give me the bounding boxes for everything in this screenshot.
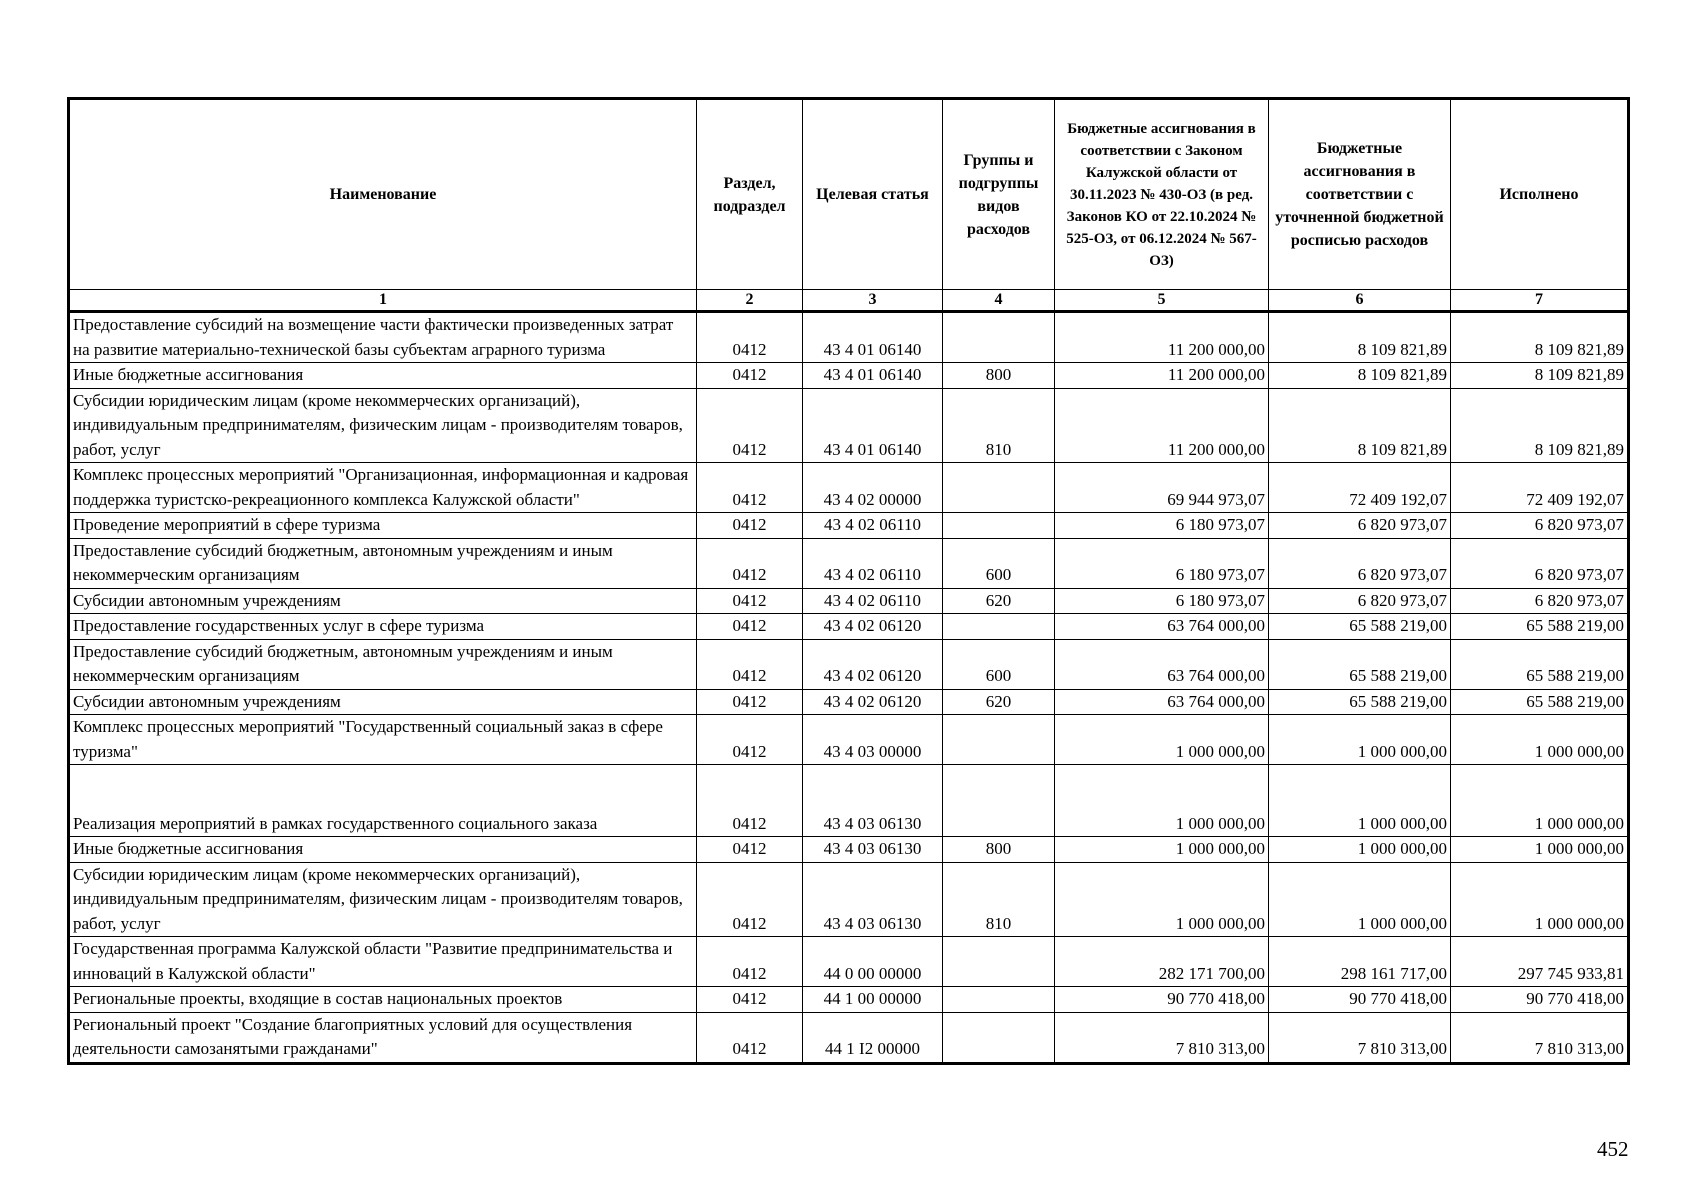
- row-refined-cell: 8 109 821,89: [1269, 312, 1451, 363]
- table-header: [69, 99, 1629, 312]
- column-number: 7: [1451, 290, 1629, 312]
- row-executed-cell: 297 745 933,81: [1451, 937, 1629, 987]
- row-name-cell: Субсидии автономным учреждениям: [69, 588, 697, 614]
- header-target-article: Целевая статья: [803, 99, 943, 290]
- header-section: Раздел, подраздел: [697, 99, 803, 290]
- row-target-cell: 43 4 02 06110: [803, 588, 943, 614]
- row-name-cell: Предоставление субсидий бюджетным, автономным учреждениям и иным некоммерческим организациям: [69, 639, 697, 689]
- row-section-cell: 0412: [697, 388, 803, 463]
- row-target-cell: 43 4 02 06120: [803, 639, 943, 689]
- row-target-cell: 43 4 01 06140: [803, 388, 943, 463]
- row-planned-cell: 1 000 000,00: [1055, 715, 1269, 765]
- row-section-cell: 0412: [697, 837, 803, 863]
- row-group-cell: [943, 463, 1055, 513]
- row-name-cell: Иные бюджетные ассигнования: [69, 363, 697, 389]
- table-row: [69, 363, 1629, 389]
- row-refined-cell: 1 000 000,00: [1269, 837, 1451, 863]
- row-name-cell: Субсидии автономным учреждениям: [69, 689, 697, 715]
- row-target-cell: 43 4 01 06140: [803, 363, 943, 389]
- row-executed-cell: 8 109 821,89: [1451, 388, 1629, 463]
- table-row: [69, 639, 1629, 689]
- budget-table: [67, 97, 1630, 1065]
- table-row: [69, 588, 1629, 614]
- row-executed-cell: 8 109 821,89: [1451, 312, 1629, 363]
- row-name-cell: Государственная программа Калужской области "Развитие предпринимательства и инноваций в Калужской области": [69, 937, 697, 987]
- row-executed-cell: 6 820 973,07: [1451, 513, 1629, 539]
- row-target-cell: 43 4 03 00000: [803, 715, 943, 765]
- row-section-cell: 0412: [697, 1012, 803, 1063]
- row-planned-cell: 63 764 000,00: [1055, 639, 1269, 689]
- row-refined-cell: 65 588 219,00: [1269, 639, 1451, 689]
- table-row: [69, 614, 1629, 640]
- row-target-cell: 43 4 03 06130: [803, 862, 943, 937]
- row-executed-cell: 65 588 219,00: [1451, 689, 1629, 715]
- row-target-cell: 43 4 02 06110: [803, 538, 943, 588]
- row-section-cell: 0412: [697, 715, 803, 765]
- row-planned-cell: 11 200 000,00: [1055, 312, 1269, 363]
- row-group-cell: 810: [943, 388, 1055, 463]
- table-row: [69, 862, 1629, 937]
- header-expense-groups: Группы и подгруппы видов расходов: [943, 99, 1055, 290]
- row-name-cell: Предоставление субсидий на возмещение части фактически произведенных затрат на развитие материально-технической базы субъектам аграрного туризма: [69, 312, 697, 363]
- row-target-cell: 43 4 02 06110: [803, 513, 943, 539]
- column-number: 3: [803, 290, 943, 312]
- row-group-cell: [943, 513, 1055, 539]
- table-row: [69, 513, 1629, 539]
- row-name-cell: Региональный проект "Создание благоприятных условий для осуществления деятельности самозанятыми гражданами": [69, 1012, 697, 1063]
- row-planned-cell: 282 171 700,00: [1055, 937, 1269, 987]
- table-row: [69, 312, 1629, 363]
- row-executed-cell: 1 000 000,00: [1451, 765, 1629, 837]
- row-executed-cell: 65 588 219,00: [1451, 614, 1629, 640]
- row-planned-cell: 63 764 000,00: [1055, 614, 1269, 640]
- row-group-cell: 620: [943, 689, 1055, 715]
- table-row: [69, 765, 1629, 837]
- row-planned-cell: 69 944 973,07: [1055, 463, 1269, 513]
- row-planned-cell: 11 200 000,00: [1055, 363, 1269, 389]
- row-refined-cell: 65 588 219,00: [1269, 689, 1451, 715]
- row-planned-cell: 63 764 000,00: [1055, 689, 1269, 715]
- row-refined-cell: 7 810 313,00: [1269, 1012, 1451, 1063]
- table-row: [69, 715, 1629, 765]
- row-executed-cell: 72 409 192,07: [1451, 463, 1629, 513]
- row-section-cell: 0412: [697, 639, 803, 689]
- row-refined-cell: 65 588 219,00: [1269, 614, 1451, 640]
- column-number: 2: [697, 290, 803, 312]
- row-group-cell: [943, 937, 1055, 987]
- row-group-cell: [943, 765, 1055, 837]
- row-section-cell: 0412: [697, 765, 803, 837]
- row-target-cell: 44 1 I2 00000: [803, 1012, 943, 1063]
- table-row: [69, 463, 1629, 513]
- row-executed-cell: 65 588 219,00: [1451, 639, 1629, 689]
- row-target-cell: 43 4 02 06120: [803, 614, 943, 640]
- row-group-cell: [943, 987, 1055, 1013]
- row-target-cell: 43 4 02 00000: [803, 463, 943, 513]
- row-section-cell: 0412: [697, 987, 803, 1013]
- row-name-cell: Иные бюджетные ассигнования: [69, 837, 697, 863]
- row-target-cell: 44 1 00 00000: [803, 987, 943, 1013]
- row-executed-cell: 90 770 418,00: [1451, 987, 1629, 1013]
- row-section-cell: 0412: [697, 513, 803, 539]
- header-executed: Исполнено: [1451, 99, 1629, 290]
- row-group-cell: 600: [943, 639, 1055, 689]
- row-name-cell: Комплекс процессных мероприятий "Организационная, информационная и кадровая поддержка туристско-рекреационного комплекса Калужской области": [69, 463, 697, 513]
- row-refined-cell: 72 409 192,07: [1269, 463, 1451, 513]
- row-executed-cell: 7 810 313,00: [1451, 1012, 1629, 1063]
- row-target-cell: 43 4 03 06130: [803, 765, 943, 837]
- table-row: [69, 1012, 1629, 1063]
- table-row: [69, 388, 1629, 463]
- row-planned-cell: 11 200 000,00: [1055, 388, 1269, 463]
- row-target-cell: 43 4 01 06140: [803, 312, 943, 363]
- column-number: 1: [69, 290, 697, 312]
- row-planned-cell: 1 000 000,00: [1055, 862, 1269, 937]
- row-group-cell: [943, 1012, 1055, 1063]
- row-section-cell: 0412: [697, 538, 803, 588]
- row-planned-cell: 1 000 000,00: [1055, 837, 1269, 863]
- row-name-cell: Предоставление государственных услуг в сфере туризма: [69, 614, 697, 640]
- row-executed-cell: 1 000 000,00: [1451, 862, 1629, 937]
- row-refined-cell: 1 000 000,00: [1269, 862, 1451, 937]
- column-number: 4: [943, 290, 1055, 312]
- row-refined-cell: 1 000 000,00: [1269, 765, 1451, 837]
- row-group-cell: [943, 312, 1055, 363]
- row-section-cell: 0412: [697, 588, 803, 614]
- row-refined-cell: 6 820 973,07: [1269, 588, 1451, 614]
- row-executed-cell: 6 820 973,07: [1451, 588, 1629, 614]
- page-number: 452: [1597, 1137, 1629, 1161]
- row-name-cell: Субсидии юридическим лицам (кроме некоммерческих организаций), индивидуальным предпринимателям, физическим лицам - производителям товаров, работ, услуг: [69, 388, 697, 463]
- row-section-cell: 0412: [697, 363, 803, 389]
- header-law-appropriations: Бюджетные ассигнования в соответствии с Законом Калужской области от 30.11.2023 № 430-ОЗ (в ред. Законов КО от 22.10.2024 № 525-ОЗ, от 06.12.2024 № 567-ОЗ): [1055, 99, 1269, 290]
- row-refined-cell: 6 820 973,07: [1269, 513, 1451, 539]
- column-number: 5: [1055, 290, 1269, 312]
- row-section-cell: 0412: [697, 312, 803, 363]
- row-section-cell: 0412: [697, 463, 803, 513]
- row-group-cell: [943, 715, 1055, 765]
- header-refined-appropriations: Бюджетные ассигнования в соответствии с уточненной бюджетной росписью расходов: [1269, 99, 1451, 290]
- row-section-cell: 0412: [697, 689, 803, 715]
- table-row: [69, 689, 1629, 715]
- row-target-cell: 43 4 02 06120: [803, 689, 943, 715]
- row-planned-cell: 6 180 973,07: [1055, 538, 1269, 588]
- row-name-cell: Проведение мероприятий в сфере туризма: [69, 513, 697, 539]
- row-refined-cell: 1 000 000,00: [1269, 715, 1451, 765]
- table-row: [69, 538, 1629, 588]
- header-name: Наименование: [69, 99, 697, 290]
- row-planned-cell: 6 180 973,07: [1055, 513, 1269, 539]
- row-target-cell: 43 4 03 06130: [803, 837, 943, 863]
- row-group-cell: 800: [943, 363, 1055, 389]
- table-row: [69, 937, 1629, 987]
- row-executed-cell: 1 000 000,00: [1451, 715, 1629, 765]
- row-planned-cell: 90 770 418,00: [1055, 987, 1269, 1013]
- row-name-cell: Комплекс процессных мероприятий "Государственный социальный заказ в сфере туризма": [69, 715, 697, 765]
- row-executed-cell: 1 000 000,00: [1451, 837, 1629, 863]
- row-name-cell: Субсидии юридическим лицам (кроме некоммерческих организаций), индивидуальным предпринимателям, физическим лицам - производителям товаров, работ, услуг: [69, 862, 697, 937]
- row-refined-cell: 90 770 418,00: [1269, 987, 1451, 1013]
- row-executed-cell: 8 109 821,89: [1451, 363, 1629, 389]
- row-target-cell: 44 0 00 00000: [803, 937, 943, 987]
- row-group-cell: 800: [943, 837, 1055, 863]
- row-refined-cell: 8 109 821,89: [1269, 363, 1451, 389]
- row-executed-cell: 6 820 973,07: [1451, 538, 1629, 588]
- row-group-cell: 810: [943, 862, 1055, 937]
- table-row: [69, 837, 1629, 863]
- row-name-cell: Региональные проекты, входящие в состав национальных проектов: [69, 987, 697, 1013]
- row-planned-cell: 6 180 973,07: [1055, 588, 1269, 614]
- row-section-cell: 0412: [697, 862, 803, 937]
- row-group-cell: 620: [943, 588, 1055, 614]
- row-name-cell: Реализация мероприятий в рамках государственного социального заказа: [69, 765, 697, 837]
- row-group-cell: [943, 614, 1055, 640]
- row-planned-cell: 1 000 000,00: [1055, 765, 1269, 837]
- row-refined-cell: 8 109 821,89: [1269, 388, 1451, 463]
- column-number: 6: [1269, 290, 1451, 312]
- table-row: [69, 987, 1629, 1013]
- row-planned-cell: 7 810 313,00: [1055, 1012, 1269, 1063]
- row-refined-cell: 298 161 717,00: [1269, 937, 1451, 987]
- row-group-cell: 600: [943, 538, 1055, 588]
- row-name-cell: Предоставление субсидий бюджетным, автономным учреждениям и иным некоммерческим организациям: [69, 538, 697, 588]
- row-section-cell: 0412: [697, 937, 803, 987]
- row-refined-cell: 6 820 973,07: [1269, 538, 1451, 588]
- row-section-cell: 0412: [697, 614, 803, 640]
- table-body: [69, 312, 1629, 1064]
